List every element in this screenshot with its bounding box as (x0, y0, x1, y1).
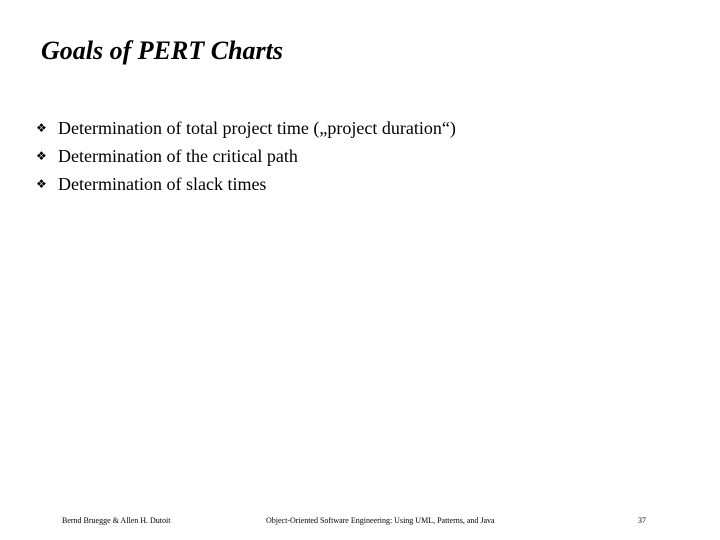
bullet-list (36, 114, 456, 198)
diamond-bullet-icon: ❖ (36, 121, 47, 135)
diamond-bullet-icon: ❖ (36, 177, 47, 191)
bullet-text: Determination of the critical path (58, 145, 298, 166)
bullet-item (36, 170, 456, 198)
bullet-text: Determination of total project time („project duration“) (58, 117, 456, 138)
footer-authors: Bernd Bruegge & Allen H. Dutoit (62, 516, 171, 525)
diamond-bullet-icon: ❖ (36, 149, 47, 163)
bullet-item (36, 114, 456, 142)
footer-page-number: 37 (638, 516, 646, 525)
slide-title: Goals of PERT Charts (41, 36, 283, 65)
bullet-item (36, 142, 456, 170)
footer-book-title: Object-Oriented Software Engineering: Using UML, Patterns, and Java (266, 516, 495, 525)
bullet-text: Determination of slack times (58, 173, 267, 194)
